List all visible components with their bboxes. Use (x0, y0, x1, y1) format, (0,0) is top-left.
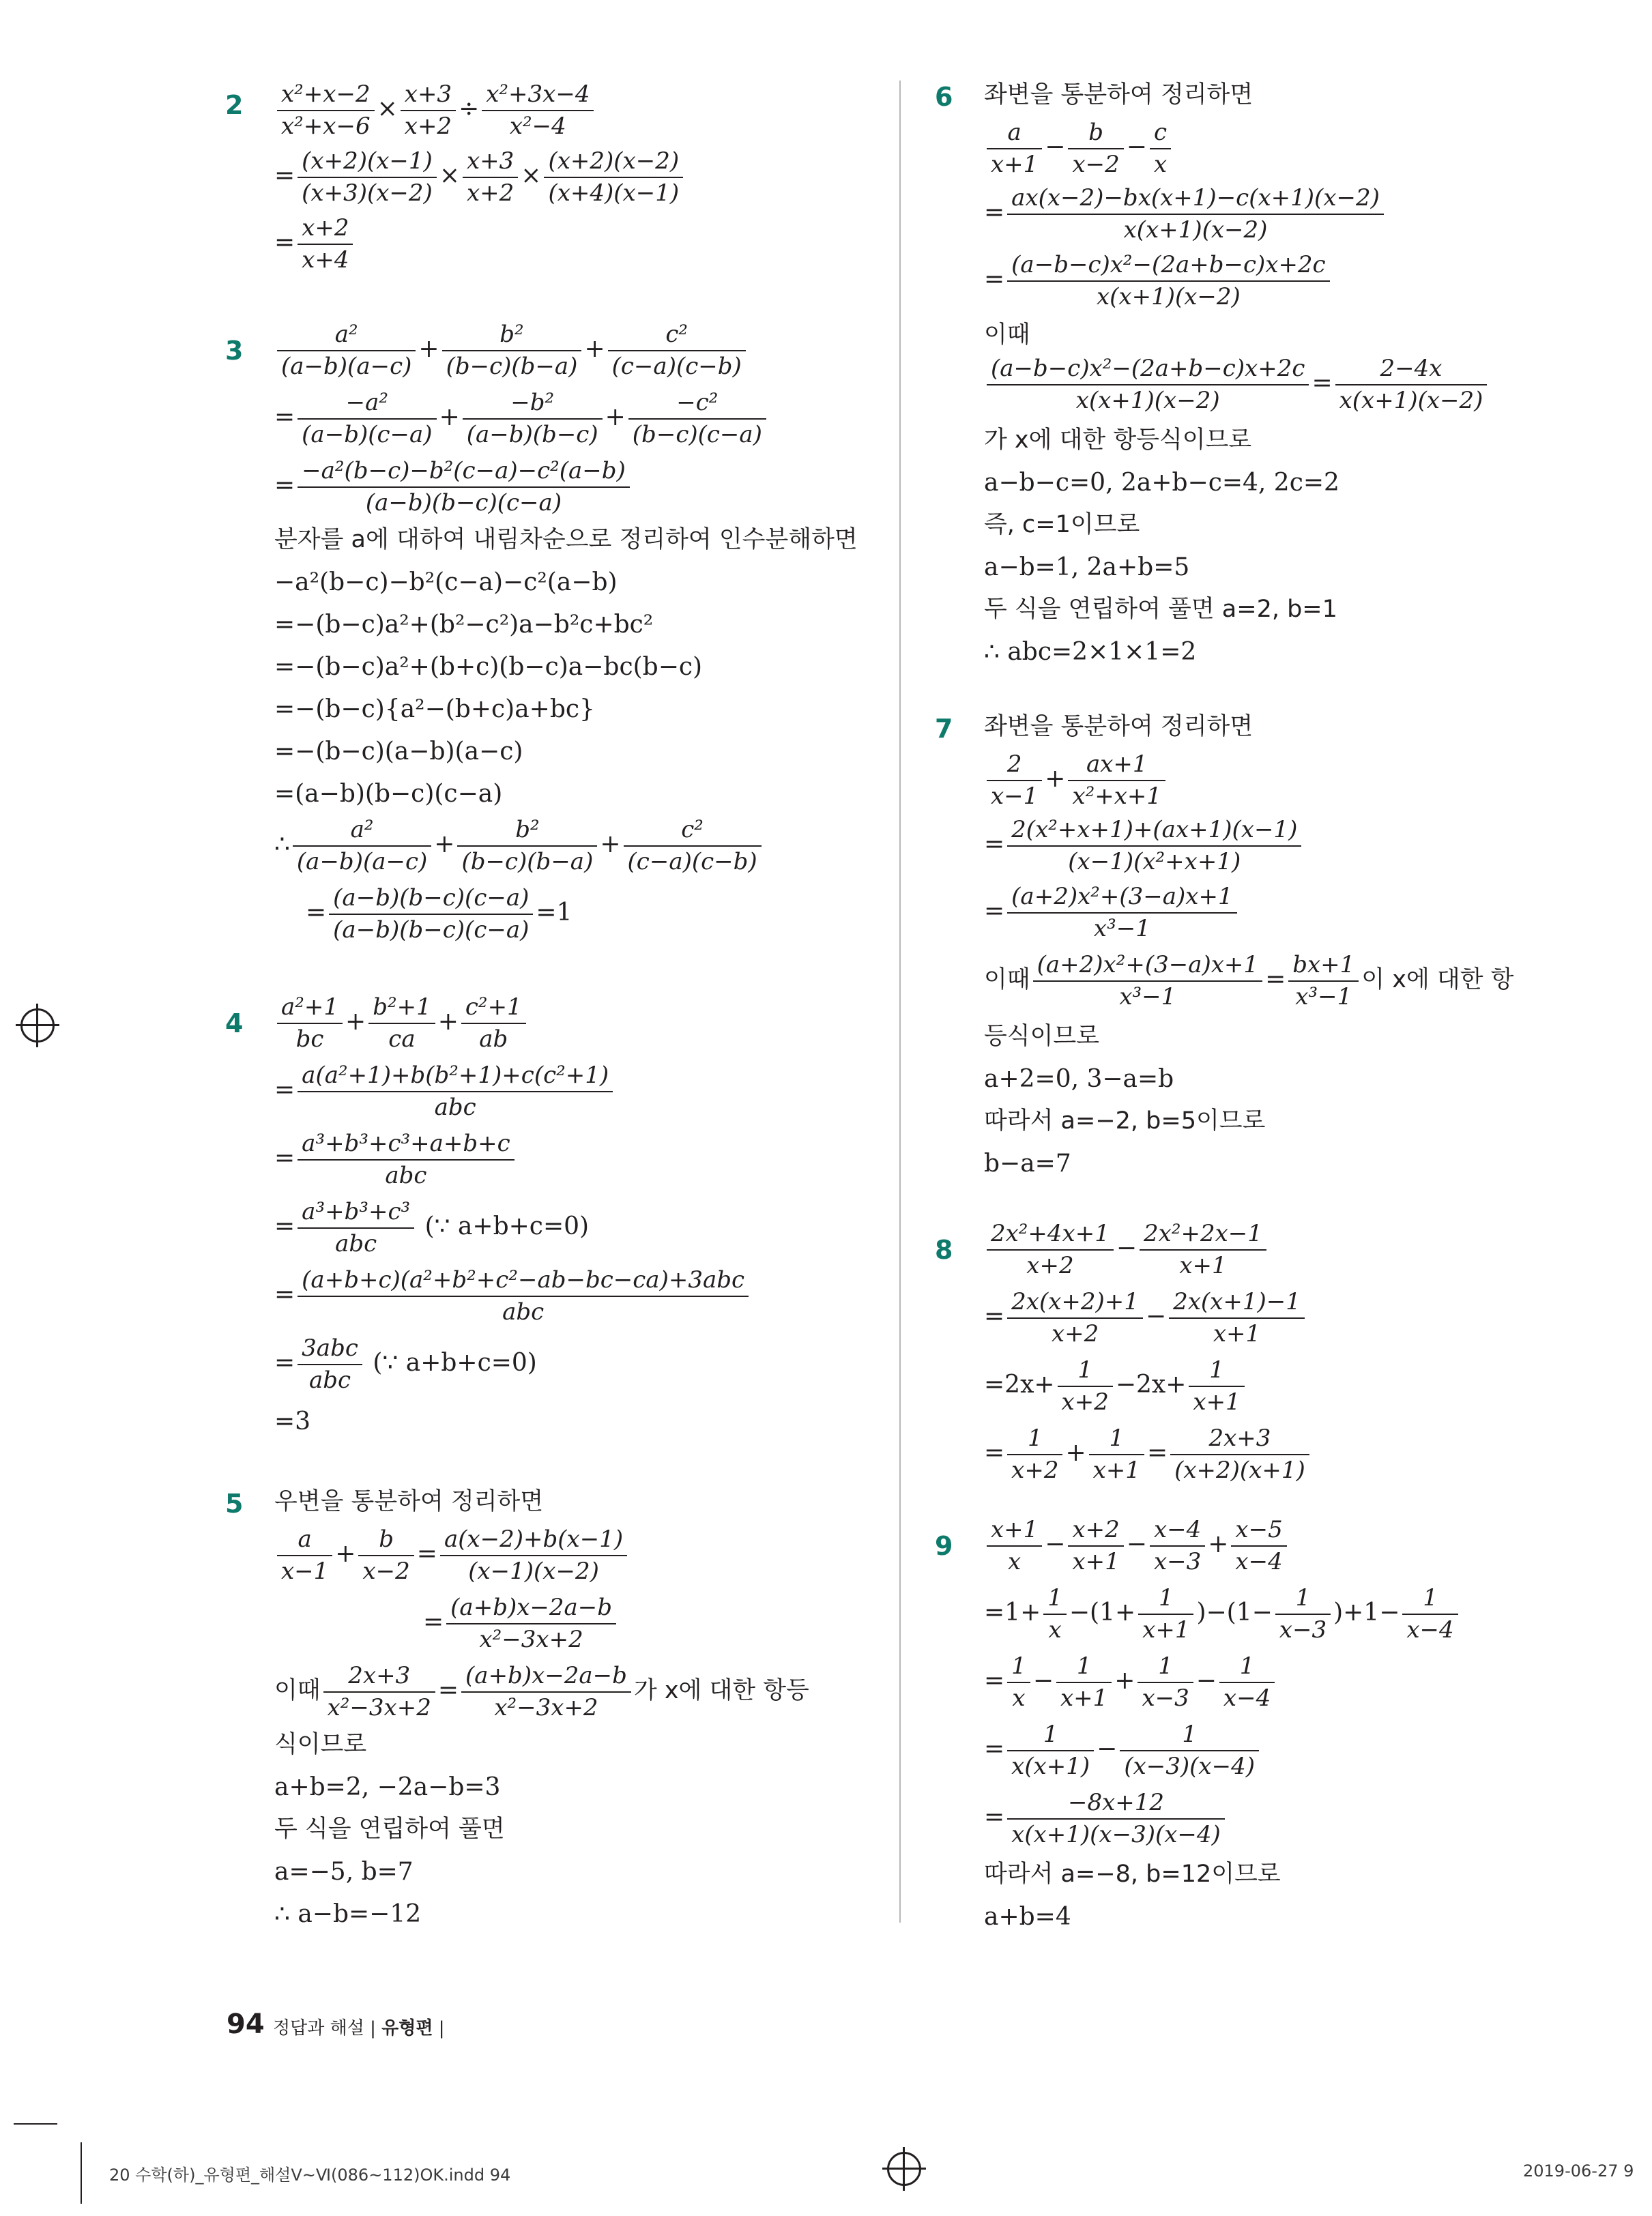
text-line: a−b−c=0, 2a+b−c=4, 2c=2 (984, 469, 1339, 497)
text-line: 가 x에 대한 항등식이므로 (984, 426, 1252, 454)
text-line: 좌변을 통분하여 정리하면 (984, 81, 1254, 108)
text-line: =3 (274, 1408, 311, 1435)
text-line: ∴ a−b=−12 (274, 1900, 422, 1928)
equation-line: = $\frac{(x+2)(x-1)}{(x+3)(x-2)}$ × $\frac{x+3}{x+2}$ × $\frac{(x+2)(x-2)}{(x+4)(x-1)}$ (274, 147, 686, 207)
text-line: a=−5, b=7 (274, 1858, 414, 1886)
equation-line: = $\frac{(a+b)x-2a-b}{\text{x²−3x+2}}$ (423, 1594, 619, 1654)
equation-line: = $\frac{2x(x+2)+1}{x+2}$ − $\frac{2x(x+1)-1}{x+1}$ (984, 1288, 1307, 1348)
registration-mark-icon (887, 2152, 921, 2186)
equation-line: $\frac{a}{x-1}$ + $\frac{b}{x-2}$ = $\frac{a(x-2)+b(x-1)}{(x-1)(x-2)}$ (274, 1526, 630, 1586)
text-line: =−(b−c)a²+(b+c)(b−c)a−bc(b−c) (274, 653, 703, 681)
text-line: ∴ abc=2×1×1=2 (984, 638, 1197, 666)
equation-line: = $\frac{\text{−a²}}{(a-b)(c-a)}$ + $\frac{\text{−b²}}{(a-b)(b-c)}$ + $\frac{\text{−c²}}{(b-c)(c-a)}$ (274, 389, 769, 449)
equation-line: = $\frac{\text{a³+b³+c³+a+b+c}}{\text{abc}}$ (274, 1130, 517, 1190)
registration-mark-icon (20, 1008, 55, 1043)
text-line: 두 식을 연립하여 풀면 (274, 1816, 505, 1843)
equation-line: $\frac{\text{a²+1}}{bc}$ + $\frac{\text{b²+1}}{ca}$ + $\frac{\text{c²+1}}{ab}$ (274, 993, 529, 1053)
text-line: 등식이므로 (984, 1023, 1100, 1050)
footer-label: 정답과 해설 | 유형편 | (273, 2018, 445, 2039)
text-line: =−(b−c){a²−(b+c)a+bc} (274, 695, 595, 723)
text-line: 식이므로 (274, 1731, 367, 1758)
text-line: 따라서 a=−2, b=5이므로 (984, 1107, 1266, 1135)
equation-line: = $\frac{(a-b)(b-c)(c-a)}{(a-b)(b-c)(c-a)}$ =1 (306, 884, 573, 944)
equation-line: = $\frac{-8x+12}{x(x+1)(x-3)(x-4)}$ (984, 1789, 1228, 1849)
text-line: 우변을 통분하여 정리하면 (274, 1488, 544, 1515)
equation-line: = $\frac{\text{a(a²+1)+b(b²+1)+c(c²+1)}}{\text{abc}}$ (274, 1062, 615, 1122)
equation-line: $\frac{\text{a²}}{(a-b)(a-c)}$ + $\frac{\text{b²}}{(b-c)(b-a)}$ + $\frac{\text{c²}}{(c-a)(c-b)}$ (274, 321, 749, 381)
equation-line: $\frac{2}{x-1}$ + $\frac{ax+1}{\text{x²+x+1}}$ (984, 750, 1168, 811)
problem-number: 3 (225, 336, 244, 366)
equation-line: ∴ $\frac{\text{a²}}{(a-b)(a-c)}$ + $\frac{\text{b²}}{(b-c)(b-a)}$ + $\frac{\text{c²}}{(c-a)(c-b)}$ (274, 816, 764, 876)
equation-line: =2x+ $\frac{1}{x+2}$ −2x+ $\frac{1}{x+1}$ (984, 1356, 1247, 1416)
equation-line: 이때 $\frac{2x+3}{\text{x²−3x+2}}$ = $\frac{(a+b)x-2a-b}{\text{x²−3x+2}}$ 가 x에 대한 항등 (274, 1662, 809, 1721)
page-number: 94 (227, 2009, 265, 2040)
equation-line: $\frac{\text{2x²+4x+1}}{x+2}$ − $\frac{\text{2x²+2x−1}}{x+1}$ (984, 1220, 1269, 1280)
equation-line: = $\frac{\text{3abc}}{\text{abc}}$ (∵ a+b+c=0) (274, 1335, 537, 1394)
problem-number: 4 (225, 1008, 244, 1038)
equation-line: = $\frac{1}{x}$ − $\frac{1}{x+1}$ + $\frac{1}{x-3}$ − $\frac{1}{x-4}$ (984, 1652, 1277, 1712)
fraction: $\frac{\text{x²+x−2}}{\text{x²+x−6}}$ (277, 81, 375, 141)
date-slug: 2019-06-27 9 (1523, 2161, 1634, 2181)
crop-mark (14, 2123, 57, 2125)
text-line: 따라서 a=−8, b=12이므로 (984, 1861, 1281, 1888)
file-slug: 20 수학(하)_유형편_해설Ⅴ~Ⅵ(086~112)OK.indd 94 (109, 2166, 511, 2185)
equation-line: $\frac{\text{x²+x−2}}{\text{x²+x−6}}$ × $\frac{x+3}{x+2}$ ÷ $\frac{\text{x²+3x−4}}{\text{x²−4}}$ (274, 81, 596, 141)
problem-number: 6 (935, 82, 953, 112)
text-line: 분자를 a에 대하여 내림차순으로 정리하여 인수분해하면 (274, 526, 858, 553)
equation-line: $\frac{a}{x+1}$ − $\frac{b}{x-2}$ − $\frac{c}{x}$ (984, 119, 1174, 179)
equation-line: = $\frac{ax(x-2)-bx(x+1)-c(x+1)(x-2)}{x(x+1)(x-2)}$ (984, 184, 1387, 244)
text-line: −a²(b−c)−b²(c−a)−c²(a−b) (274, 568, 618, 596)
problem-number: 9 (935, 1531, 953, 1561)
crop-mark (81, 2142, 82, 2204)
text-line: a+2=0, 3−a=b (984, 1065, 1174, 1093)
column-divider (899, 81, 901, 1923)
text-line: 이때 (984, 321, 1030, 349)
problem-number: 7 (935, 714, 953, 744)
equation-line: = $\frac{x+2}{x+4}$ (274, 214, 356, 274)
equation-line: =1+ $\frac{1}{x}$ −(1+ $\frac{1}{x+1}$ )−(1− $\frac{1}{x-3}$ )+1− $\frac{1}{x-4}$ (984, 1584, 1461, 1644)
equation-line: = $\frac{\text{(a+b+c)(a²+b²+c²−ab−bc−ca)+3abc}}{\text{abc}}$ (274, 1266, 751, 1326)
problem-number: 8 (935, 1235, 953, 1265)
equation-line: = $\frac{\text{2(x²+x+1)+(ax+1)(x−1)}}{\text{(x−1)(x²+x+1)}}$ (984, 816, 1304, 876)
equation-line: 이때 $\frac{\text{(a+2)x²+(3−a)x+1}}{\text{x³−1}}$ = $\frac{bx+1}{\text{x³−1}}$ 이 x에 대한 항 (984, 951, 1514, 1010)
text-line: 두 식을 연립하여 풀면 a=2, b=1 (984, 596, 1337, 623)
text-line: =(a−b)(b−c)(c−a) (274, 780, 503, 808)
equation-line: = $\frac{\text{−a²(b−c)−b²(c−a)−c²(a−b)}}{(a-b)(b-c)(c-a)}$ (274, 457, 633, 517)
equation-line: = $\frac{1}{x+2}$ + $\frac{1}{x+1}$ = $\frac{2x+3}{(x+2)(x+1)}$ (984, 1425, 1312, 1485)
text-line: =−(b−c)(a−b)(a−c) (274, 738, 523, 766)
equation-line: = $\frac{1}{x(x+1)}$ − $\frac{1}{(x-3)(x-4)}$ (984, 1721, 1262, 1781)
fraction: $\frac{\text{x²+3x−4}}{\text{x²−4}}$ (482, 81, 594, 141)
fraction: $\frac{x+3}{x+2}$ (401, 81, 456, 141)
text-line: a+b=2, −2a−b=3 (274, 1773, 501, 1801)
text-line: 즉, c=1이므로 (984, 511, 1140, 538)
text-line: b−a=7 (984, 1150, 1071, 1178)
text-line: a+b=4 (984, 1903, 1071, 1931)
text-line: 좌변을 통분하여 정리하면 (984, 713, 1254, 740)
equation-line: $\frac{x+1}{x}$ − $\frac{x+2}{x+1}$ − $\frac{x-4}{x-3}$ + $\frac{x-5}{x-4}$ (984, 1516, 1290, 1576)
text-line: =−(b−c)a²+(b²−c²)a−b²c+bc² (274, 611, 654, 639)
problem-number: 5 (225, 1489, 244, 1519)
equation-line: = $\frac{\text{(a−b−c)x²−(2a+b−c)x+2c}}{x(x+1)(x-2)}$ (984, 251, 1333, 311)
equation-line: = $\frac{\text{(a+2)x²+(3−a)x+1}}{\text{x³−1}}$ (984, 883, 1240, 943)
problem-number: 2 (225, 90, 244, 120)
text-line: a−b=1, 2a+b=5 (984, 553, 1190, 581)
equation-line: $\frac{\text{(a−b−c)x²−(2a+b−c)x+2c}}{x(x+1)(x-2)}$ = $\frac{2-4x}{x(x+1)(x-2)}$ (984, 355, 1490, 415)
equation-line: = $\frac{\text{a³+b³+c³}}{\text{abc}}$ (∵ a+b+c=0) (274, 1198, 590, 1257)
